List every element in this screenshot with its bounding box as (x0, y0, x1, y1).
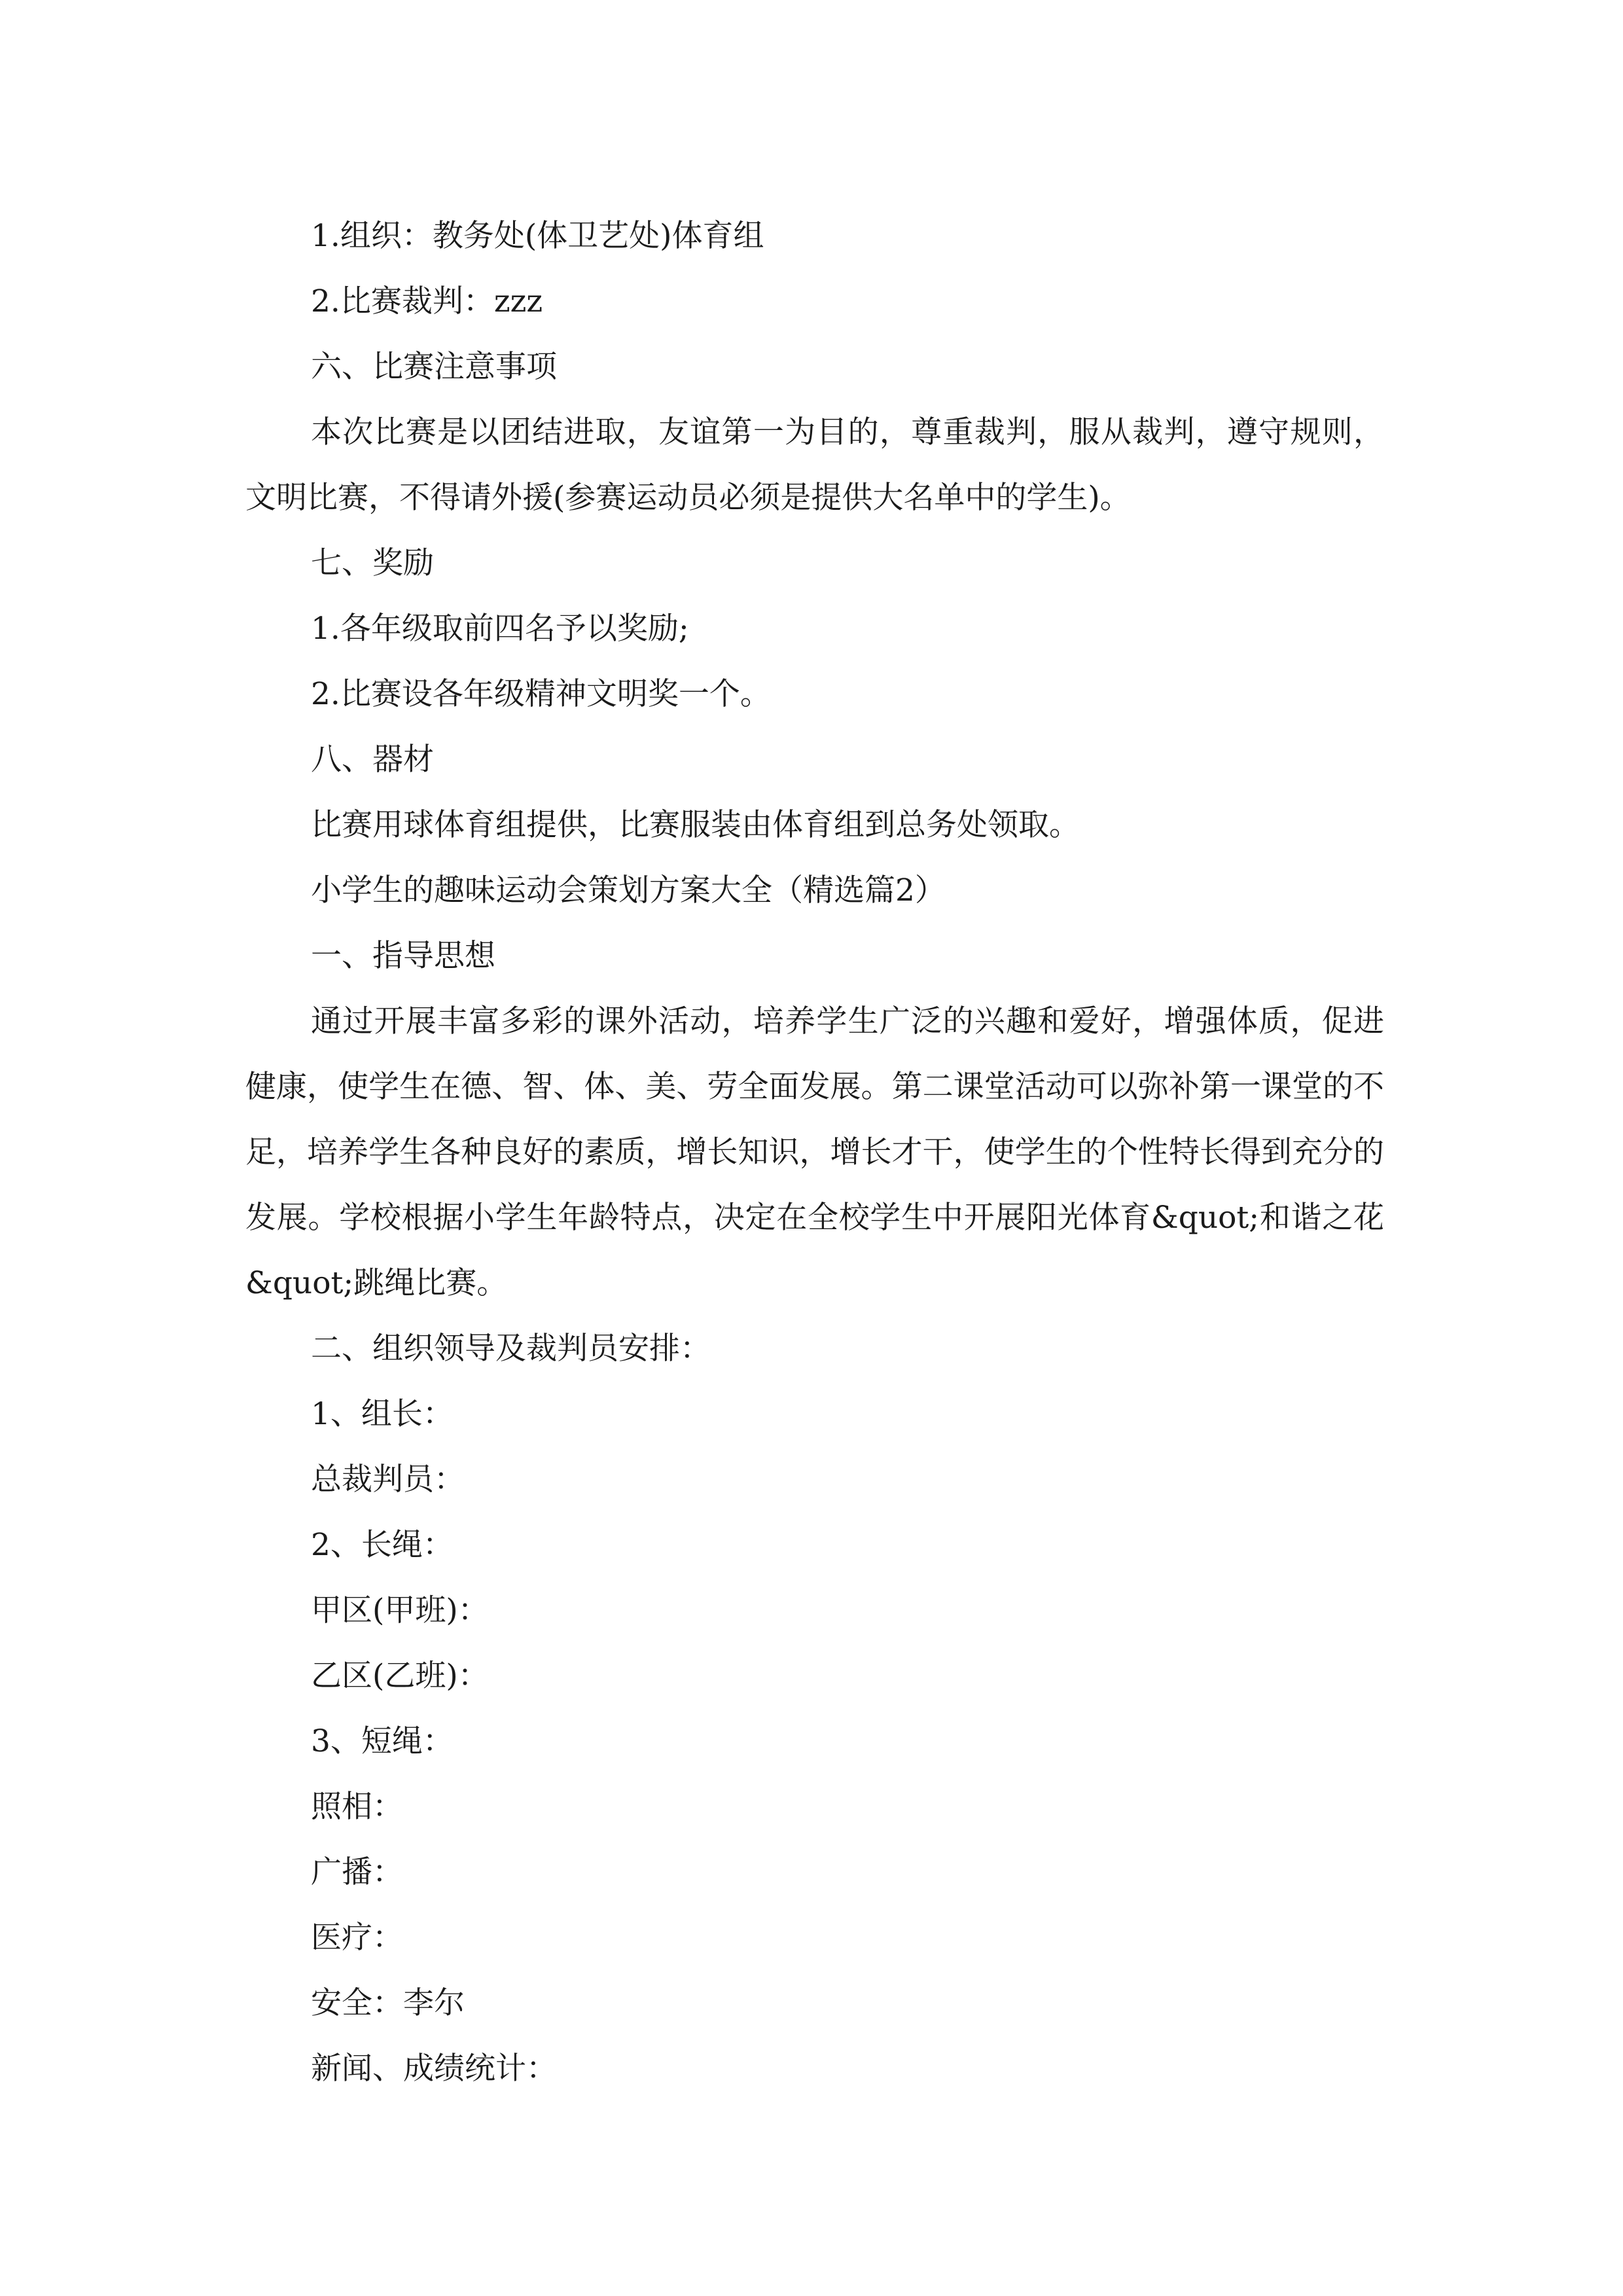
text-line-news-stats: 新闻、成绩统计： (311, 2051, 557, 2087)
document-body (245, 204, 1384, 2102)
text-line-short-rope: 3、短绳： (311, 1723, 454, 1759)
text-line-safety: 安全：李尔 (311, 1985, 465, 2021)
section-heading-equipment: 八、器材 (311, 742, 434, 778)
text-line-organizer: 1.组织：教务处(体卫艺处)体育组 (311, 218, 764, 254)
text-line-leader: 1、组长： (311, 1396, 454, 1432)
paragraph-notes: 本次比赛是以团结进取，友谊第一为目的，尊重裁判，服从裁判，遵守规则，文明比赛，不得请外援(参赛运动员必须是提供大名单中的学生)。 (245, 414, 1384, 516)
text-line-referee: 2.比赛裁判：zzz (311, 283, 543, 319)
text-line-chief-referee: 总裁判员： (311, 1462, 465, 1498)
section-heading-guiding: 一、指导思想 (311, 938, 495, 974)
text-line-broadcast: 广播： (311, 1854, 403, 1890)
document-subtitle: 小学生的趣味运动会策划方案大全（精选篇2） (311, 872, 946, 908)
section-heading-notes: 六、比赛注意事项 (311, 349, 557, 385)
text-line-medical: 医疗： (311, 1920, 403, 1956)
section-heading-awards: 七、奖励 (311, 545, 434, 581)
text-line-photo: 照相： (311, 1789, 403, 1825)
text-line-zone-a: 甲区(甲班)： (311, 1592, 489, 1628)
text-line-award-2: 2.比赛设各年级精神文明奖一个。 (311, 676, 771, 712)
text-line-equipment: 比赛用球体育组提供，比赛服装由体育组到总务处领取。 (311, 807, 1080, 843)
paragraph-guiding: 通过开展丰富多彩的课外活动，培养学生广泛的兴趣和爱好，增强体质，促进健康，使学生在德、智、体、美、劳全面发展。第二课堂活动可以弥补第一课堂的不足，培养学生各种良好的素质，增长知识，增长才干，使学生的个性特长得到充分的发展。学校根据小学生年龄特点，决定在全校学生中开展阳光体育&quot;和谐之花&quot;跳绳比赛。 (245, 1003, 1384, 1301)
section-heading-organization: 二、组织领导及裁判员安排： (311, 1331, 711, 1367)
text-line-award-1: 1.各年级取前四名予以奖励; (311, 611, 689, 647)
text-line-zone-b: 乙区(乙班)： (311, 1658, 489, 1694)
text-line-long-rope: 2、长绳： (311, 1527, 454, 1563)
